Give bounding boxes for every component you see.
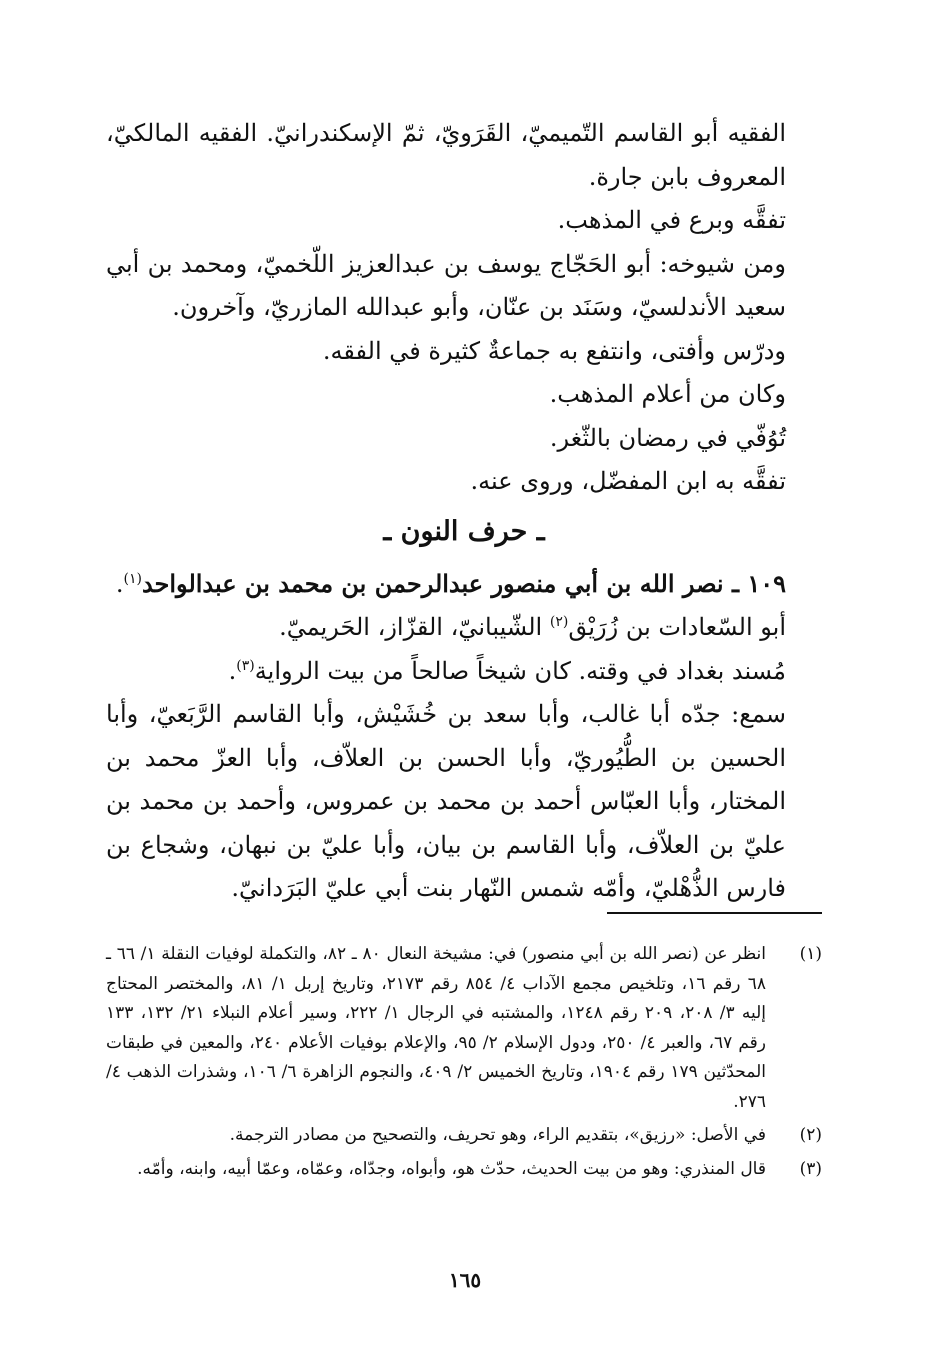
entry-title: ١٠٩ ـ نصر الله بن أبي منصور عبدالرحمن بن محمد بن عبدالواحد bbox=[141, 568, 786, 598]
footnote bbox=[106, 1121, 822, 1151]
entry-title-line bbox=[106, 562, 822, 607]
kunya-line bbox=[106, 606, 822, 650]
footnote-number: (١) bbox=[799, 944, 822, 964]
punctuation: . bbox=[228, 656, 237, 685]
kunya-text: أبو السّعادات بن زُرَيْق bbox=[568, 613, 786, 641]
paragraph: تُوُفّي في رمضان بالثّغر. bbox=[549, 423, 786, 452]
teachers-paragraph: سمع: جدّه أبا غالب، وأبا سعد بن خُشَيْش، وأبا القاسم الرَّبَعيّ، وأبا الحسين بن الطُّيُوريّ، وأبا الحسن بن العلاّف، وأبا العزّ محمد بن المختار، وأبا العبّاس أحمد بن محمد بن عمروس، وأحمد بن محمد بن عليّ بن العلاّف، وأبا القاسم بن بيان، وأبا عليّ بن نبهان، وشجاع بن فارس الذُّهْليّ، وأمّه شمس النّهار بنت أبي عليّ البَرَدانيّ. bbox=[106, 700, 786, 902]
footnote-text: في الأصل: «رزيق»، بتقديم الراء، وهو تحريف، والتصحيح من مصادر الترجمة. bbox=[229, 1125, 766, 1145]
footnote-number: (٢) bbox=[799, 1125, 822, 1145]
punctuation: . bbox=[115, 569, 124, 598]
musnad-line bbox=[106, 650, 822, 694]
main-text bbox=[106, 112, 822, 911]
page-number: ١٦٥ bbox=[448, 1268, 482, 1292]
paragraph: تفقَّه به ابن المفضّل، وروى عنه. bbox=[470, 467, 786, 495]
footnote-ref[interactable]: (٣) bbox=[236, 657, 255, 674]
musnad-text: مُسند بغداد في وقته. كان شيخاً صالحاً من بيت الرواية bbox=[254, 656, 786, 685]
paragraph: الفقيه أبو القاسم التّميميّ، القَرَويّ، ثمّ الإسكندرانيّ. الفقيه المالكيّ، المعروف بابن جارة. bbox=[106, 119, 786, 191]
footnote bbox=[106, 940, 822, 1117]
paragraph: تفقَّه وبرع في المذهب. bbox=[557, 206, 786, 234]
footnote-text: قال المنذري: وهو من بيت الحديث، حدّث هو، وأبواه، وجدّاه، وعمّاه، وعمّا أبيه، وابنه، وأمّه. bbox=[137, 1158, 766, 1179]
section-heading: ـ حرف النون ـ bbox=[383, 515, 545, 547]
paragraph: ودرّس وأفتى، وانتفع به جماعةٌ كثيرة في الفقه. bbox=[322, 336, 786, 365]
nisba-text: الشّيبانيّ، القزّاز، الحَريميّ. bbox=[279, 613, 550, 641]
footnote-divider bbox=[607, 912, 822, 914]
paragraph: وكان من أعلام المذهب. bbox=[549, 380, 786, 408]
footnote bbox=[106, 1155, 822, 1185]
footnotes bbox=[106, 940, 822, 1188]
footnote-number: (٣) bbox=[799, 1158, 822, 1179]
footnote-text: انظر عن (نصر الله بن أبي منصور) في: مشيخة النعال ٨٠ ـ ٨٢، والتكملة لوفيات النقلة ١/ ٦٦ ـ ٦٨ رقم ١٦، وتلخيص مجمع الآداب ٤/ ٨٥٤ رقم ٢١٧٣، وتاريخ إربل ١/ ٨١، والمختصر المحتاج إليه ٣/ ٢٠٨، ٢٠٩ رقم ١٢٤٨، والمشتبه في الرجال ١/ ٢٢٢، وسير أعلام النبلاء ٢١/ ١٣٢، ١٣٣ رقم ٦٧، والعبر ٤/ ٢٥٠، ودول الإسلام ٢/ ٩٥، والإعلام بوفيات الأعلام ٢٤٠، والمعين في طبقات المحدّثين ١٧٩ رقم ١٩٠٤، وتاريخ الخميس ٢/ ٤٠٩، والنجوم الزاهرة ٦/ ١٠٦، وشذرات الذهب ٤/ ٢٧٦. bbox=[106, 944, 767, 1112]
footnote-ref[interactable]: (٢) bbox=[549, 614, 569, 630]
footnote-ref[interactable]: (١) bbox=[123, 570, 142, 587]
paragraph: ومن شيوخه: أبو الحَجّاج يوسف بن عبدالعزيز اللّخميّ، ومحمد بن أبي سعيد الأندلسيّ، وسَنَد بن عنّان، وأبو عبدالله المازريّ، وآخرون. bbox=[106, 249, 786, 321]
